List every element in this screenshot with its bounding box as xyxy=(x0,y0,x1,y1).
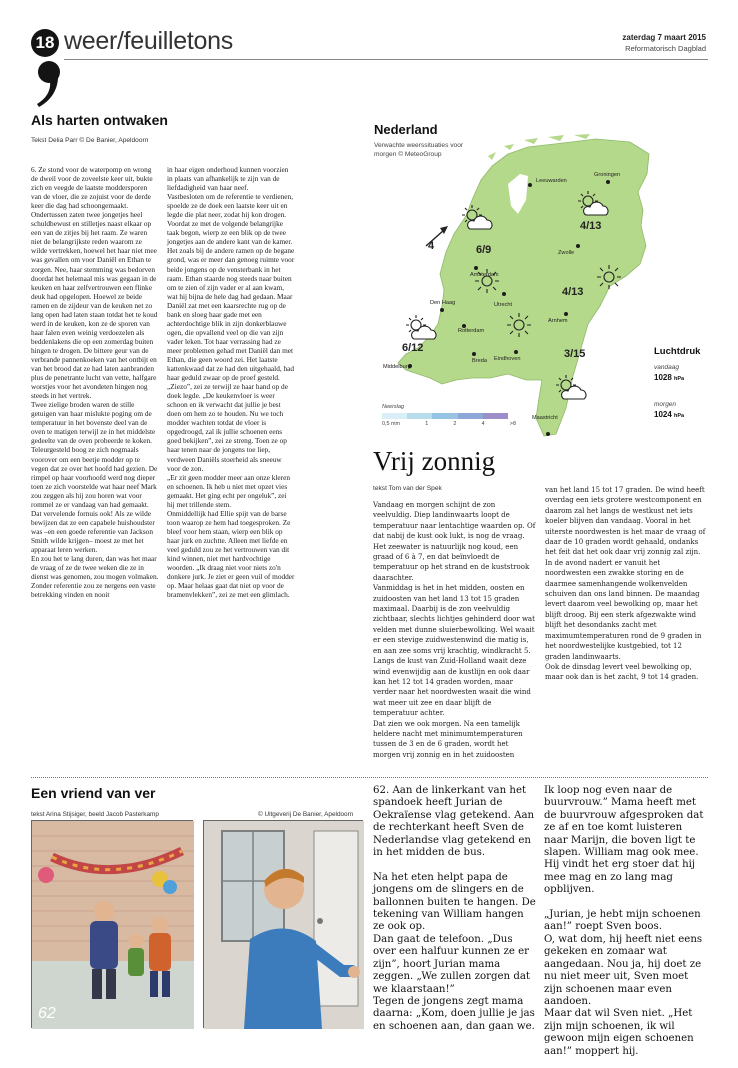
partly-cloudy-icon xyxy=(404,314,438,342)
issue-date: zaterdag 7 maart 2015 xyxy=(622,33,706,42)
page-number-badge: 18 xyxy=(31,29,59,57)
city-rotterdam: Rotterdam xyxy=(458,328,485,334)
story2-byline: tekst Tom van der Spek xyxy=(373,485,442,492)
story3-column-1: 62. Aan de linkerkant van het spandoek heeft Jurian de Oekraïense vlag getekend. Aan de rechterkant heeft Sven de Nederlandse vlag getekend en in het midden de bus. Na het eten helpt papa de jongens om de slingers en de ballonnen buiten te hangen. De tekening van William hangen ze ook op. Dan gaat de telefoon. „Dus over een halfuur kunnen ze er zijn”, hoort Jurian mama zeggen. „We zullen zorgen dat we klaarstaan!” Tegen de jongens zegt mama daarna: „Kom, doen jullie je jas en schoenen aan, dan gaan we. xyxy=(373,785,536,1032)
city-amsterdam: Amsterdam xyxy=(470,272,499,278)
illustration-boy-pointing xyxy=(203,820,363,1028)
city-leeuwarden: Leeuwarden xyxy=(536,178,567,184)
story1-byline: Tekst Delia Parr © De Banier, Apeldoorn xyxy=(31,137,149,144)
temp-east: 4/13 xyxy=(562,286,584,298)
illustration-number: 62 xyxy=(38,1005,56,1022)
rain-legend-scale: 0,5 mm 1 2 4 >8 xyxy=(382,421,516,427)
city-middelburg: Middelburg xyxy=(383,364,411,370)
boy-scene xyxy=(204,821,364,1029)
story3-copyright: © Uitgeverij De Banier, Apeldoorn xyxy=(258,811,354,818)
city-dot xyxy=(528,183,532,187)
city-groningen: Groningen xyxy=(594,172,621,178)
city-dot xyxy=(502,292,506,296)
map-subtitle: Verwachte weerssituaties voor morgen © MeteoGroup xyxy=(374,142,464,158)
netherlands-map-shape xyxy=(368,116,713,446)
city-dot xyxy=(472,352,476,356)
story2-column-1: Vandaag en morgen schijnt de zon veelvuldig. Diep landinwaarts loopt de temperatuur naar lentachtige waarden op. Of dat nabij de kust ook lukt, is nog de vraag. Het zeewater is natuurlijk nog koud, een graad of 6 à 7, en dat beïnvloedt de temperatuur op het strand en de kuststrook daarachter. Vanmiddag is het in het midden, oosten en zuidoosten van het land 13 tot 15 graden maximaal. Daarbij is de zon veelvuldig zichtbaar, slechts lichtjes gehinderd door wat velden met dunne sluierbewolking. Wel waait er een stevige zuidwestenwind die matig is, en aan zee soms vrij krachtig, windkracht 5. Langs de kust van Zuid-Holland waait deze wind evenwijdig aan de kustlijn en ook daar kan het 12 tot 14 graden worden, maar verder naar het noordwesten waait die wind wat meer uit zee en daar blijft de temperatuur achter. Dat zien we ook morgen. Na een tamelijk heldere nacht met minimumtemperaturen tussen de 3 en de 6 graden, wordt het morgen vrij zonnig en in het zuidoosten xyxy=(373,501,536,759)
story1-title: Als harten ontwaken xyxy=(31,112,168,128)
city-eindhoven: Eindhoven xyxy=(494,356,521,362)
banner-scene xyxy=(32,821,194,1029)
city-dot xyxy=(606,180,610,184)
city-dot xyxy=(546,432,550,436)
sun-icon xyxy=(474,268,500,294)
partly-cloudy-icon xyxy=(576,190,610,218)
city-maastricht: Maastricht xyxy=(532,415,558,421)
city-breda: Breda xyxy=(472,358,487,364)
story2-column-2: van het land 15 tot 17 graden. De wind heeft overdag een iets grotere westcomponent en daarom zal het langs de westkust net iets koeler blijven dan vandaag. Vooral in het uiterste noordwesten is het maar de vraag of daar de 10 graden wordt gehaald, ondanks het feit dat het ook daar vrij zonnig zal zijn. In de avond nadert er vanuit het noordwesten een zwakke storing en de daarmee samenhangende wolkenvelden schuiven dan ons land binnen. De maandag levert daarom veel bewolking op, maar het blijft droog. Bij een sterk afgezwakte wind blijft het desondanks zacht met maximumtemperaturen rond de 9 graden in het noordwestelijke kustgebied, tot 12 graden landinwaarts. Ook de dinsdag levert veel bewolking op, maar ook dan is het zacht, 9 tot 14 graden. xyxy=(545,486,706,682)
pressure-tomorrow: 1024 hPa xyxy=(654,410,685,419)
header-rule xyxy=(64,59,708,60)
city-dot xyxy=(440,308,444,312)
city-dot xyxy=(514,350,518,354)
publication-name: Reformatorisch Dagblad xyxy=(625,44,706,53)
city-dot xyxy=(564,312,568,316)
story2-title: Vrij zonnig xyxy=(373,446,496,476)
city-den-haag: Den Haag xyxy=(430,300,456,306)
story1-column-1: 6. Ze stond voor de waterpomp en wrong de dweil voor de zoveelste keer uit, bukte zich en veegde de laatste moddersporen van de vloer, die ze zojuist voor de derde keer die dag had schoongemaakt. Ondertussen zaten twee jongetjes heel schuldbewust en stilletjes naast elkaar op een van de zitjes bij het raam. Ze waren niet de belangrijkste reden waarom ze wilde vertrekken, hoewel het haar niet mee was gevallen om voor Daniël en Ethan te zorgen. Nee, haar stemming was bedorven doordat het helemaal mis was gegaan in de keuken en haar zelfvertrouwen een flinke deuk had opgelopen. Hoewel ze beide ramen en de zijdeur van de keuken net zo lang open had laten staan totdat het te koud werd in de keuken, kon ze de sporen van haar falen even weinig verdoezelen als beddenlakens die op een zomerdag buiten hingen te drogen. De bittere geur van de verbrande pannenkoeken van het ontbijt en van het brood dat ze had laten aanbranden plus de penetrante lucht van vette, halfgare worstjes voor het avondeten hingen nog steeds in het vertrek. Twee zielige broden waren de stille getuigen van haar mislukte poging om de temperatuur in het bovenste deel van de oven te matigen terwijl ze in het middelste gedeelte van de oven probeerde te koken. Teleurgesteld boog ze zich nogmaals voorover om een beetje modder op te vegen dat ze over het hoofd had gezien. De rimpel op haar voorhoofd werd nog dieper toen ze zich voorstelde wat haar neef Mark zou zeggen als hij zou horen wat voor rommel ze er vandaag van had gemaakt. Dat vervelende fornuis ook! Als ze wilde bewijzen dat ze een capabele huishoudster was –en een goede referentie van Jackson Smith wilde krijgen– moest ze met het apparaat leren werken. En zou het te lang duren, dan was het maar de vraag of ze de twee weken die ze in dienst was genomen, zou mogen volmaken. Zonder referentie zou ze nergens een vaste betrekking vinden en nooit xyxy=(31,165,159,600)
illustration-banner xyxy=(31,820,193,1028)
city-zwolle: Zwolle xyxy=(558,250,575,256)
partly-cloudy-icon xyxy=(554,374,588,402)
sun-icon xyxy=(596,264,622,290)
story3-byline: tekst Arina Stijsiger, beeld Jacob Pasterkamp xyxy=(31,811,159,818)
partly-cloudy-icon xyxy=(460,204,494,232)
temp-west: 6/9 xyxy=(476,244,492,256)
city-arnhem: Arnhem xyxy=(548,318,568,324)
section-divider xyxy=(31,777,708,778)
temp-southeast: 3/15 xyxy=(564,348,586,360)
city-dot xyxy=(576,244,580,248)
city-utrecht: Utrecht xyxy=(494,302,513,308)
temp-southwest: 6/12 xyxy=(402,342,424,354)
story3-title: Een vriend van ver xyxy=(31,785,156,801)
map-title: Nederland xyxy=(374,122,438,137)
temp-north: 4/13 xyxy=(580,220,602,232)
section-title: weer/feuilletons xyxy=(64,27,233,55)
pressure-tomorrow-label: morgen xyxy=(654,401,677,408)
story3-column-2: Ik loop nog even naar de buurvrouw.” Mama heeft met de buurvrouw afgesproken dat ze af en toe komt luisteren naar Marijn, die boven ligt te slapen. William mag ook mee. Hij vindt het erg stoer dat hij mee mag en zo lang mag opblijven. „Jurian, je hebt mijn schoenen aan!” roept Sven boos. O, wat dom, hij heeft niet eens gekeken en zomaar wat aangedaan. Nou ja, hij doet ze nu niet meer uit, Sven moet zijn schoenen maar even aandoen. Maar dat wil Sven niet. „Het zijn mijn schoenen, ik wil gewoon mijn eigen schoenen aan!” moppert hij. xyxy=(544,785,704,1057)
pressure-today: 1028 hPa xyxy=(654,373,685,382)
wind-speed: 4 xyxy=(428,240,435,252)
rain-legend-label: Neerslag xyxy=(382,404,405,410)
story1-column-2: in haar eigen onderhoud kunnen voorzien in plaats van afhankelijk te zijn van de liefdadigheid van haar neef. Vastbesloten om de referentie te verdienen, spoelde ze de doek een laatste keer uit en legde die plat neer, zodat hij kon drogen. Voordat ze met de volgende belangrijke taak begon, wierp ze een blik op de twee jongetjes aan de andere kant van de kamer. Het zoals bij de andere ramen op de begane grond, was er meer dan genoeg ruimte voor beide jongens op de vensterbank in het raam. Ethan staarde nog steeds naar buiten om te zien of zijn vader er al aan kwam, wat hij bijna de hele dag had gedaan. Maar Daniël zat met een kaarsrechte rug op de bank en sloeg haar gade met een achterdochtige blik in zijn donkerblauwe ogen, die opvallend veel op die van zijn vader leken. Tot haar verrassing had ze meer problemen gehad met Daniël dan met Ethan, die geen woord zei. Het laatste kattenkwaad dat ze had den uitgehaald, had haar geduld zwaar op de proef gesteld. „Ziezo”, zei ze terwijl ze haar hand op de doek legde. „De keukenvloer is weer schoon en ik verwacht dat jullie je best doen om hem zo te houden. Nu we toch modder wachten totdat de vloer is opgedroogd, zal ik jullie schoenen eens goed bekijken”, zei ze streng. Toen ze op haar tenen naar de jongens toe liep, verdween Daniëls stoerheid als sneeuw voor de zon. „Er zit geen modder meer aan onze kleren en schoenen. Ik heb u niet met opzet vies gemaakt. Het ging echt per ongeluk”, zei hij met trillende stem. Onmiddellijk had Ellie spijt van de barse toon waarop ze hem had toegesproken. Ze bleef voor hem staan, wierp een blik op haar jurk en zuchtte. Alleen met liefde en veel geduld zou ze het vertrouwen van dit kind winnen, niet met hardvochtige woorden. „Ik draag niet voor niets zo'n donkere jurk. Je ziet er geen vuil of modder op. Maar helaas gaat dat niet op voor de bramenvlekken”, zei ze met een glimlach. xyxy=(167,165,295,600)
pressure-title: Luchtdruk xyxy=(654,346,701,357)
weather-map xyxy=(368,116,713,446)
feuilleton-comma-icon xyxy=(34,60,64,108)
pressure-today-label: vandaag xyxy=(654,364,679,371)
rain-legend-bar xyxy=(382,413,508,419)
sun-icon xyxy=(506,312,532,338)
